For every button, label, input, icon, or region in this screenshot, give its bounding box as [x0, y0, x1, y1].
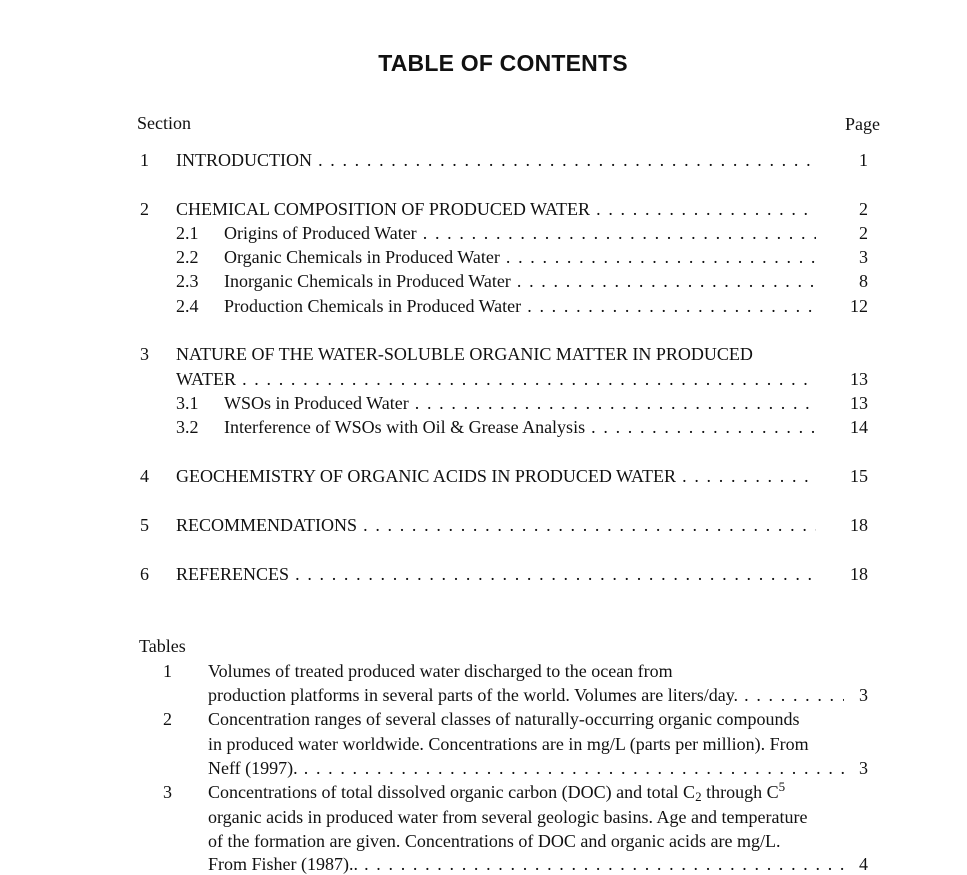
page-number: 2: [859, 199, 868, 219]
table-caption-line-4: From Fisher (1987).. . . .: [208, 853, 844, 875]
page-number: 12: [850, 296, 868, 316]
section-number: 1: [140, 150, 149, 170]
section-number: 5: [140, 515, 149, 535]
section-title-line-1: NATURE OF THE WATER-SOLUBLE ORGANIC MATTER IN PRODUCED: [176, 344, 753, 364]
subsection-number: 2.3: [176, 271, 199, 291]
table-caption-line-1: [208, 781, 785, 803]
subscript-2: 2: [695, 789, 702, 804]
table-number: 1: [163, 661, 172, 681]
superscript-5: 5: [778, 779, 786, 794]
page-number: 8: [859, 271, 868, 291]
section-title: REFERENCES . . .: [176, 563, 816, 585]
page-number: 15: [850, 466, 868, 486]
page-title: TABLE OF CONTENTS: [378, 50, 628, 76]
page-column-header: Page: [845, 114, 880, 134]
subsection-number: 3.2: [176, 417, 199, 437]
subsection-title: WSOs in Produced Water . . .: [224, 392, 816, 414]
tables-heading: Tables: [139, 636, 186, 656]
page-number: 13: [850, 393, 868, 413]
table-number: 2: [163, 709, 172, 729]
section-title: RECOMMENDATIONS . . .: [176, 514, 816, 536]
section-title: INTRODUCTION . . .: [176, 149, 816, 171]
subsection-title: Interference of WSOs with Oil & Grease Analysis . . .: [224, 416, 816, 438]
section-number: 4: [140, 466, 149, 486]
subsection-number: 2.4: [176, 296, 199, 316]
section-title-line-2: WATER . . .: [176, 368, 816, 390]
table-number: 3: [163, 782, 172, 802]
table-caption-line-3: of the formation are given. Concentrations of DOC and organic acids are mg/L.: [208, 831, 781, 851]
section-column-header: Section: [137, 113, 191, 133]
caption-text: Concentrations of total dissolved organic carbon (DOC) and total C: [208, 782, 696, 802]
page-number: 14: [850, 417, 868, 437]
table-caption-line-1: Volumes of treated produced water discharged to the ocean from: [208, 661, 673, 681]
page-number: 3: [859, 247, 868, 267]
table-caption-line-2: production platforms in several parts of the world. Volumes are liters/day. . . .: [208, 684, 844, 706]
page-number: 3: [859, 685, 868, 705]
subsection-title: Organic Chemicals in Produced Water . . .: [224, 246, 816, 268]
section-title: CHEMICAL COMPOSITION OF PRODUCED WATER . . .: [176, 198, 816, 220]
section-title: GEOCHEMISTRY OF ORGANIC ACIDS IN PRODUCED WATER . . .: [176, 465, 816, 487]
page-number: 2: [859, 223, 868, 243]
table-caption-line-2: in produced water worldwide. Concentrations are in mg/L (parts per million). From: [208, 734, 809, 754]
table-caption-line-1: Concentration ranges of several classes of naturally-occurring organic compounds: [208, 709, 800, 729]
subsection-number: 2.2: [176, 247, 199, 267]
page-number: 13: [850, 369, 868, 389]
subsection-number: 2.1: [176, 223, 199, 243]
subsection-title: Production Chemicals in Produced Water . . .: [224, 295, 816, 317]
subsection-title: Inorganic Chemicals in Produced Water . . .: [224, 270, 816, 292]
page-number: 1: [859, 150, 868, 170]
page-number: 18: [850, 564, 868, 584]
section-number: 6: [140, 564, 149, 584]
caption-text: through C: [701, 782, 779, 802]
section-number: 2: [140, 199, 149, 219]
page-number: 3: [859, 758, 868, 778]
page-number: 18: [850, 515, 868, 535]
subsection-title: Origins of Produced Water . . .: [224, 222, 816, 244]
table-caption-line-3: Neff (1997). . . .: [208, 757, 844, 779]
subsection-number: 3.1: [176, 393, 199, 413]
section-number: 3: [140, 344, 149, 364]
table-caption-line-2: organic acids in produced water from several geologic basins. Age and temperature: [208, 807, 808, 827]
page-number: 4: [859, 854, 868, 874]
